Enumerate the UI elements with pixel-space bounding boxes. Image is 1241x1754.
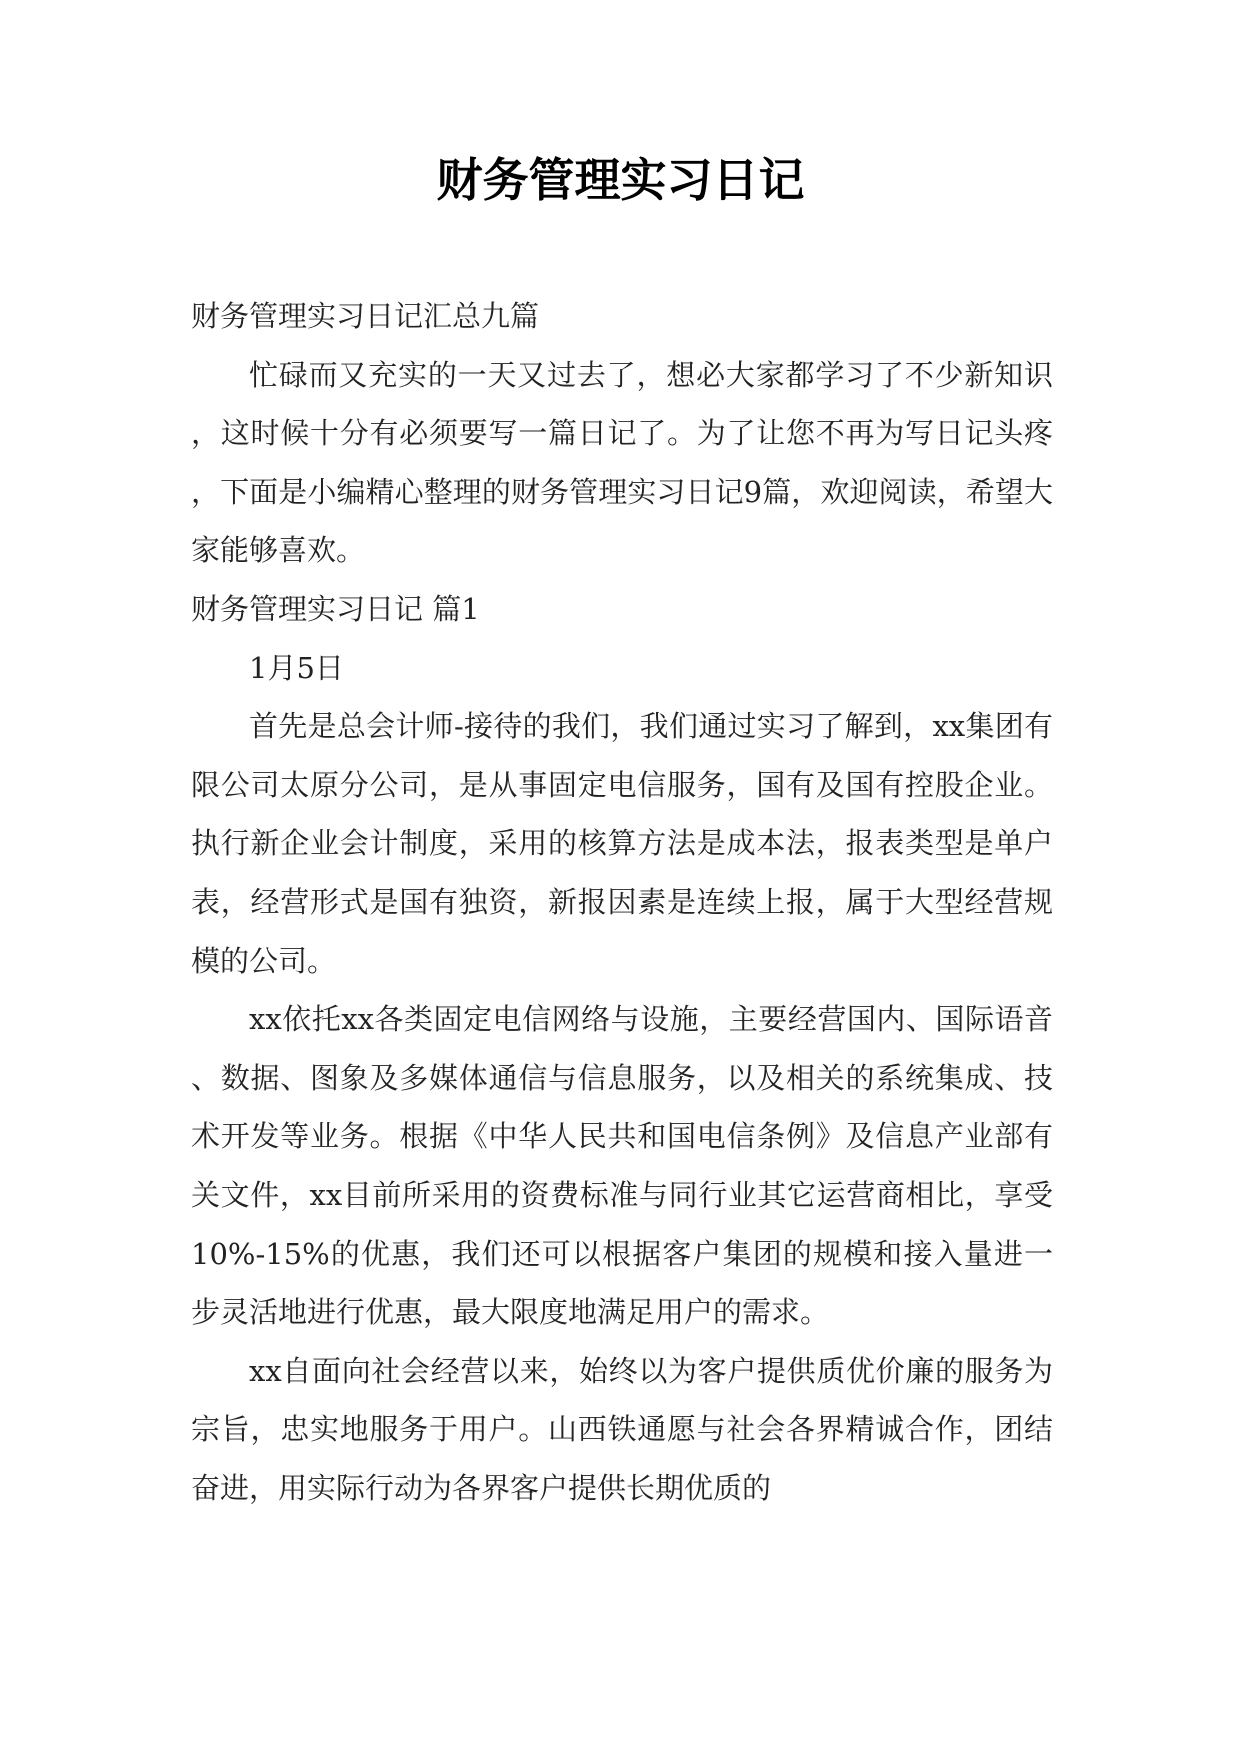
body-paragraph: xx依托xx各类固定电信网络与设施，主要经营国内、国际语音、数据、图象及多媒体通信与信息服务，以及相关的系统集成、技术开发等业务。根据《中华人民共和国电信条例》及信息产业部有关文件，xx目前所采用的资费标准与同行业其它运营商相比，享受10%-15%的优惠，我们还可以根据客户集团的规模和接入量进一步灵活地进行优惠，最大限度地满足用户的需求。 <box>191 1002 1053 1330</box>
body-paragraph: 首先是总会计师-接待的我们，我们通过实习了解到，xx集团有限公司太原分公司，是从事固定电信服务，国有及国有控股企业。执行新企业会计制度，采用的核算方法是成本法，报表类型是单户表，经营形式是国有独资，新报因素是连续上报，属于大型经营规模的公司。 <box>191 709 1053 978</box>
entry-date: 1月5日 <box>249 650 344 685</box>
document-body <box>191 287 1053 1517</box>
body-paragraph: xx自面向社会经营以来，始终以为客户提供质优价廉的服务为宗旨，忠实地服务于用户。山西铁通愿与社会各界精诚合作，团结奋进，用实际行动为各界客户提供长期优质的 <box>191 1353 1053 1505</box>
document-title: 财务管理实习日记 <box>436 153 805 207</box>
subtitle-line: 财务管理实习日记汇总九篇 <box>191 299 540 333</box>
section-heading: 财务管理实习日记 篇1 <box>191 591 480 626</box>
intro-paragraph: 忙碌而又充实的一天又过去了，想必大家都学习了不少新知识，这时候十分有必须要写一篇日记了。为了让您不再为写日记头疼，下面是小编精心整理的财务管理实习日记9篇，欢迎阅读，希望大家能够喜欢。 <box>191 357 1053 568</box>
